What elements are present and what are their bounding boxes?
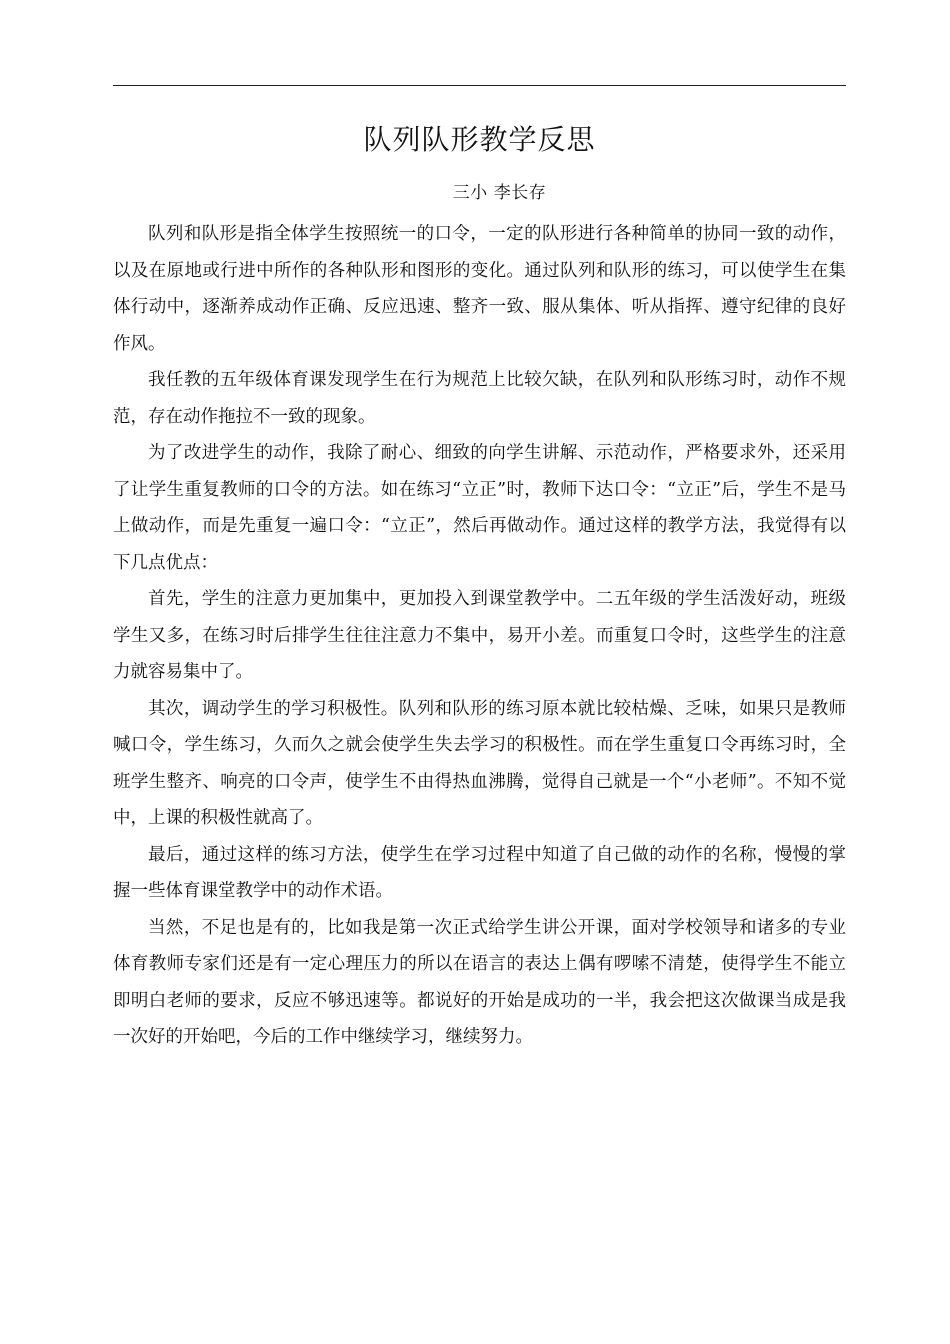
document-body [113, 216, 846, 1056]
paragraph: 我任教的五年级体育课发现学生在行为规范上比较欠缺，在队列和队形练习时，动作不规范，存在动作拖拉不一致的现象。 [113, 370, 846, 427]
document-title: 队列队形教学反思 [363, 123, 596, 156]
header-rule [113, 85, 846, 86]
paragraph: 当然，不足也是有的，比如我是第一次正式给学生讲公开课，面对学校领导和诸多的专业体育教师专家们还是有一定心理压力的所以在语言的表达上偶有啰嗦不清楚，使得学生不能立即明白老师的要求，反应不够迅速等。都说好的开始是成功的一半，我会把这次做课当成是我一次好的开始吧，今后的工作中继续学习，继续努力。 [113, 917, 846, 1047]
paragraph: 其次，调动学生的学习积极性。队列和队形的练习原本就比较枯燥、乏味，如果只是教师喊口令，学生练习，久而久之就会使学生失去学习的积极性。而在学生重复口令再练习时，全班学生整齐、响亮的口令声，使学生不由得热血沸腾，觉得自己就是一个“小老师”。不知不觉中，上课的积极性就高了。 [113, 698, 846, 828]
document-author: 三小 李长存 [452, 183, 547, 203]
paragraph: 队列和队形是指全体学生按照统一的口令，一定的队形进行各种简单的协同一致的动作，以及在原地或行进中所作的各种队形和图形的变化。通过队列和队形的练习，可以使学生在集体行动中，逐渐养成动作正确、反应迅速、整齐一致、服从集体、听从指挥、遵守纪律的良好作风。 [113, 224, 846, 354]
paragraph: 首先，学生的注意力更加集中，更加投入到课堂教学中。二五年级的学生活泼好动，班级学生又多，在练习时后排学生往往注意力不集中，易开小差。而重复口令时，这些学生的注意力就容易集中了。 [113, 589, 846, 682]
paragraph: 为了改进学生的动作，我除了耐心、细致的向学生讲解、示范动作，严格要求外，还采用了让学生重复教师的口令的方法。如在练习“立正”时，教师下达口令：“立正”后，学生不是马上做动作，而是先重复一遍口令：“立正”，然后再做动作。通过这样的教学方法，我觉得有以下几点优点： [113, 443, 846, 573]
paragraph: 最后，通过这样的练习方法，使学生在学习过程中知道了自己做的动作的名称，慢慢的掌握一些体育课堂教学中的动作术语。 [113, 844, 846, 901]
